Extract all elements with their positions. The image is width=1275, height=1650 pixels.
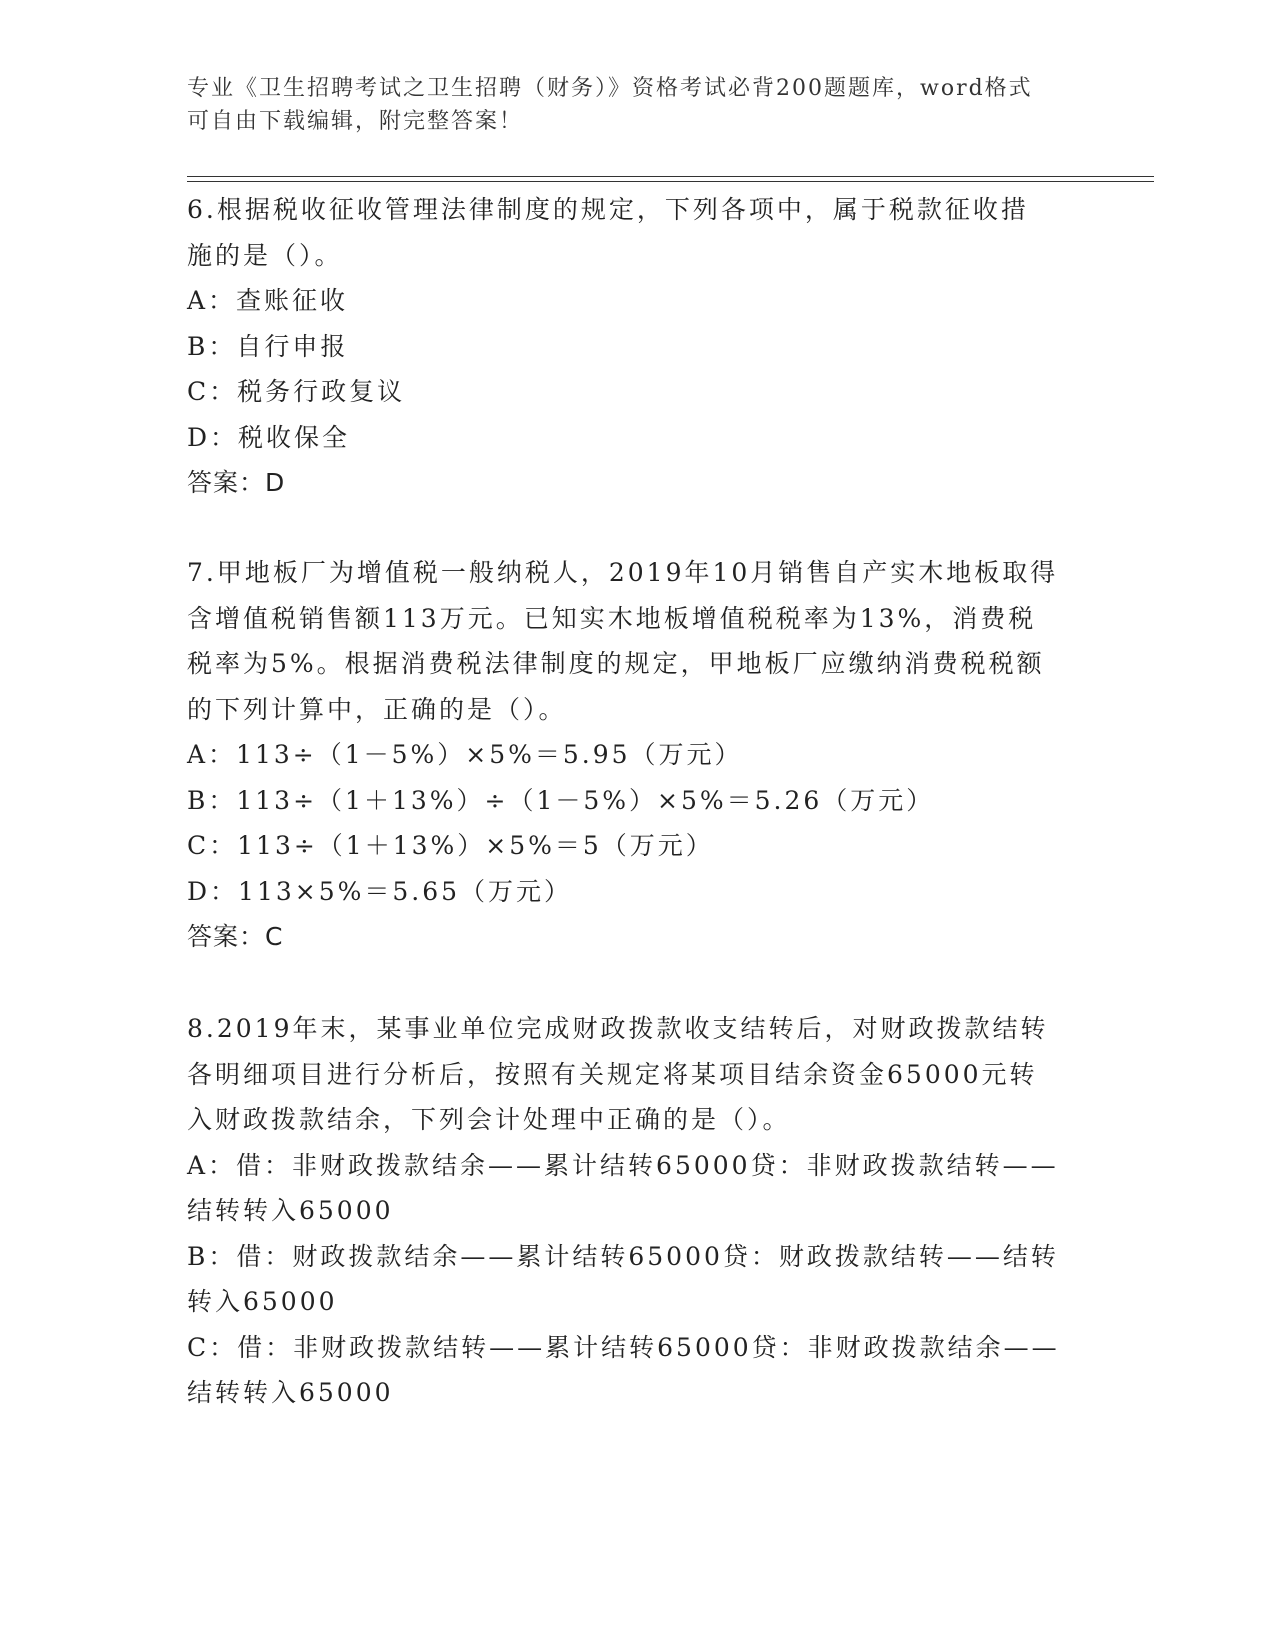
option-b: B：自行申报	[187, 331, 349, 361]
option-b: B：113÷（1＋13%）÷（1－5%）×5%＝5.26（万元）	[187, 785, 935, 815]
option-a-continued: 结转转入65000	[187, 1196, 394, 1225]
document-header	[187, 72, 1087, 138]
option-c-continued: 结转转入65000	[187, 1378, 394, 1407]
option-b-continued: 转入65000	[187, 1287, 338, 1316]
question-8	[187, 1006, 1087, 1416]
question-stem-line: 含增值税销售额113万元。已知实木地板增值税税率为13%，消费税	[187, 603, 1037, 633]
header-line-2: 可自由下载编辑，附完整答案！	[187, 109, 524, 134]
question-stem-line: 各明细项目进行分析后，按照有关规定将某项目结余资金65000元转	[187, 1059, 1038, 1089]
header-line-1: 专业《卫生招聘考试之卫生招聘（财务）》资格考试必背200题题库，word格式	[187, 76, 1033, 101]
option-a: A：查账征收	[187, 286, 349, 315]
answer-text: 答案：C	[187, 922, 284, 951]
question-stem-line: 入财政拨款结余，下列会计处理中正确的是（）。	[187, 1105, 791, 1134]
option-c: C：113÷（1＋13%）×5%＝5（万元）	[187, 831, 714, 860]
question-stem-line: 的下列计算中，正确的是（）。	[187, 694, 567, 724]
option-a: A：113÷（1－5%）×5%＝5.95（万元）	[187, 740, 743, 769]
question-6	[187, 187, 1087, 506]
header-divider-top	[187, 176, 1154, 177]
question-stem-line: 6.根据税收征收管理法律制度的规定，下列各项中，属于税款征收措	[187, 195, 1029, 224]
question-stem-line: 7.甲地板厂为增值税一般纳税人，2019年10月销售自产实木地板取得	[187, 558, 1059, 587]
option-d: D：税收保全	[187, 422, 351, 452]
option-a: A：借：非财政拨款结余——累计结转65000贷：非财政拨款结转——	[187, 1150, 1059, 1180]
answer-text: 答案：D	[187, 468, 286, 497]
question-stem-line: 税率为5%。根据消费税法律制度的规定，甲地板厂应缴纳消费税税额	[187, 649, 1045, 678]
option-c: C：税务行政复议	[187, 377, 406, 406]
option-b: B：借：财政拨款结余——累计结转65000贷：财政拨款结转——结转	[187, 1241, 1059, 1271]
question-7	[187, 550, 1087, 960]
question-stem-line: 8.2019年末，某事业单位完成财政拨款收支结转后，对财政拨款结转	[187, 1014, 1049, 1043]
option-d: D：113×5%＝5.65（万元）	[187, 876, 573, 906]
question-stem-line: 施的是（）。	[187, 240, 343, 270]
option-c: C：借：非财政拨款结转——累计结转65000贷：非财政拨款结余——	[187, 1332, 1060, 1362]
header-divider-bottom	[187, 181, 1154, 182]
